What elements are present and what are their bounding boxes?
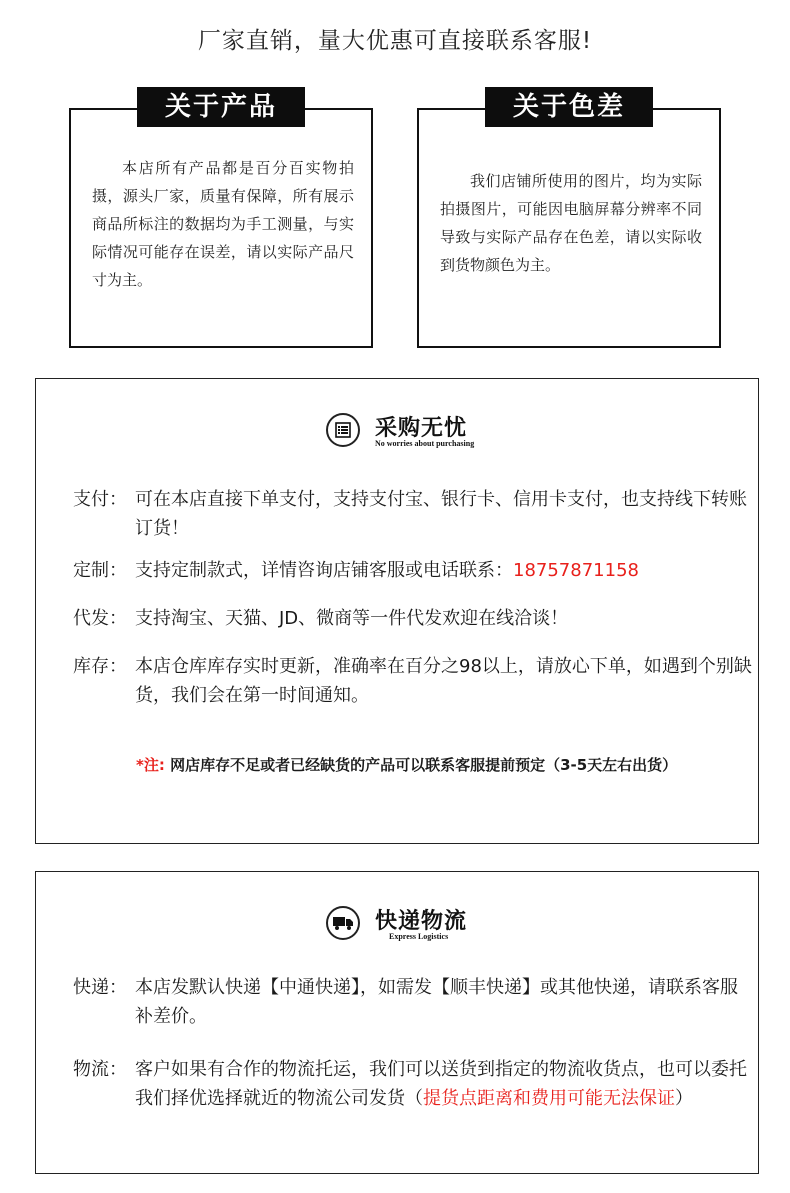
dropship-text: 支持淘宝、天猫、JD、微商等一件代发欢迎在线洽谈！ — [135, 608, 569, 629]
logistics-subtitle: Express Logistics — [389, 932, 449, 941]
payment-text: 可在本店直接下单支付，支持支付宝、银行卡、信用卡支付，也支持线下转账订货！ — [135, 489, 747, 539]
custom-row — [73, 556, 753, 586]
express-label: 快递： — [73, 977, 127, 998]
product-card-text — [92, 154, 354, 294]
custom-text-line — [135, 556, 755, 585]
product-card-title: 关于产品 — [137, 87, 305, 127]
express-text: 本店发默认快递【中通快递】，如需发【顺丰快递】或其他快递，请联系客服补差价。 — [135, 977, 738, 1027]
stock-row — [73, 652, 753, 712]
freight-text-block — [135, 1055, 755, 1113]
payment-label: 支付： — [73, 489, 127, 510]
color-card-paragraph: 我们店铺所使用的图片，均为实际拍摄图片，可能因电脑屏幕分辨率不同导致与实际产品存在色差，请以实际收到货物颜色为主。 — [440, 172, 702, 274]
freight-text-end: ） — [675, 1088, 693, 1109]
purchase-title: 采购无忧 — [375, 415, 468, 441]
color-card-title: 关于色差 — [485, 87, 653, 127]
phone-number[interactable]: 18757871158 — [513, 560, 639, 581]
list-icon — [326, 413, 360, 447]
freight-warning: 提货点距离和费用可能无法保证 — [423, 1088, 675, 1109]
stock-label: 库存： — [73, 656, 127, 677]
custom-text: 支持定制款式，详情咨询店铺客服或电话联系： — [135, 560, 513, 581]
color-card-text — [440, 167, 702, 279]
note-mark: *注: — [136, 756, 165, 774]
logistics-title: 快递物流 — [375, 908, 468, 934]
stock-text: 本店仓库库存实时更新，准确率在百分之98以上，请放心下单，如遇到个别缺货，我们会在第一时间通知。 — [135, 656, 752, 706]
custom-label: 定制： — [73, 560, 127, 581]
freight-text: 客户如果有合作的物流托运，我们可以送货到指定的物流收货点，也可以委托我们择优选择就近的物流公司发货（ — [135, 1059, 747, 1109]
freight-row — [73, 1055, 753, 1145]
dropship-row — [73, 604, 753, 634]
dropship-label: 代发： — [73, 608, 127, 629]
page-headline: 厂家直销，量大优惠可直接联系客服! — [197, 28, 593, 54]
stock-note — [136, 754, 677, 775]
payment-row — [73, 485, 753, 545]
logistics-section — [35, 871, 759, 1174]
purchase-subtitle: No worries about purchasing — [375, 439, 475, 448]
product-card-paragraph: 本店所有产品都是百分百实物拍摄，源头厂家，质量有保障，所有展示商品所标注的数据均为手工测量，与实际情况可能存在误差，请以实际产品尺寸为主。 — [92, 159, 354, 289]
express-row — [73, 973, 753, 1033]
truck-icon — [326, 906, 360, 940]
freight-label: 物流： — [73, 1059, 127, 1080]
note-text: 网店库存不足或者已经缺货的产品可以联系客服提前预定（3-5天左右出货） — [164, 756, 678, 774]
purchase-section — [35, 378, 759, 844]
